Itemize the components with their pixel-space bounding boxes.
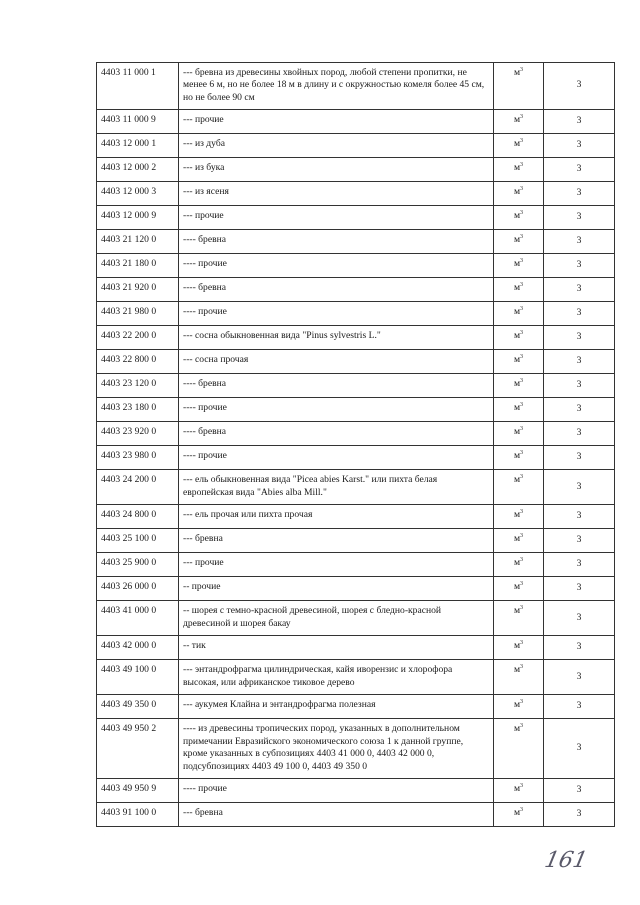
rate-cell: 3 — [544, 374, 615, 398]
unit-cell — [494, 553, 544, 577]
unit-cell — [494, 350, 544, 374]
unit-label: м — [513, 67, 521, 78]
table-row — [97, 719, 615, 779]
description-cell: -- прочие — [179, 577, 494, 601]
unit-superscript: 3 — [520, 723, 524, 730]
unit-cell — [494, 719, 544, 779]
tnved-code-cell: 4403 21 920 0 — [97, 278, 179, 302]
unit-cell — [494, 446, 544, 470]
unit-label: м — [513, 783, 521, 795]
rate-cell: 3 — [544, 302, 615, 326]
tnved-code-cell: 4403 11 000 9 — [97, 110, 179, 134]
unit-superscript: 3 — [520, 426, 524, 433]
unit-label: м — [513, 402, 521, 414]
rate-cell: 3 — [544, 695, 615, 719]
description-cell: --- прочие — [179, 110, 494, 134]
rate-cell: 3 — [544, 182, 615, 206]
unit-label: м — [513, 162, 521, 174]
rate-cell: 3 — [544, 719, 615, 779]
description-cell: ---- бревна — [179, 374, 494, 398]
description-cell: --- из бука — [179, 158, 494, 182]
rate-cell: 3 — [544, 553, 615, 577]
description-cell: --- ель прочая или пихта прочая — [179, 505, 494, 529]
unit-superscript: 3 — [520, 210, 524, 217]
unit-cell — [494, 577, 544, 601]
unit-label: м — [513, 210, 521, 222]
unit-superscript: 3 — [520, 557, 524, 564]
unit-label: м — [513, 282, 521, 294]
unit-label: м — [513, 114, 521, 126]
table-row — [97, 206, 615, 230]
unit-cell — [494, 601, 544, 636]
unit-cell — [494, 636, 544, 660]
unit-cell — [494, 326, 544, 350]
unit-label: м — [513, 640, 521, 652]
table-row — [97, 779, 615, 803]
description-cell: ---- бревна — [179, 230, 494, 254]
description-cell: --- бревна из древесины хвойных пород, любой степени пропитки, не менее 6 м, но не более 18 м в длину и с окружностью комеля более 45 см, но не более 90 см — [179, 63, 494, 110]
description-cell: --- сосна обыкновенная вида "Pinus sylvestris L." — [179, 326, 494, 350]
rate-cell: 3 — [544, 230, 615, 254]
unit-cell — [494, 302, 544, 326]
tnved-code-cell: 4403 22 200 0 — [97, 326, 179, 350]
unit-label: м — [513, 378, 521, 390]
tnved-code-cell: 4403 42 000 0 — [97, 636, 179, 660]
unit-cell — [494, 398, 544, 422]
unit-superscript: 3 — [520, 234, 524, 241]
tnved-code-cell: 4403 12 000 1 — [97, 134, 179, 158]
unit-label: м — [513, 605, 521, 617]
rate-cell: 3 — [544, 110, 615, 134]
table-row — [97, 505, 615, 529]
table-row — [97, 636, 615, 660]
rate-cell: 3 — [544, 254, 615, 278]
unit-cell — [494, 529, 544, 553]
unit-cell — [494, 110, 544, 134]
description-cell: --- из ясеня — [179, 182, 494, 206]
description-cell: ---- бревна — [179, 278, 494, 302]
unit-label: м — [513, 258, 521, 270]
table-row — [97, 326, 615, 350]
unit-cell — [494, 779, 544, 803]
unit-cell — [494, 660, 544, 695]
unit-label: м — [513, 306, 521, 318]
unit-cell — [494, 158, 544, 182]
rate-cell: 3 — [544, 529, 615, 553]
tnved-code-cell: 4403 26 000 0 — [97, 577, 179, 601]
rate-cell: 3 — [544, 63, 615, 110]
unit-superscript: 3 — [520, 450, 524, 457]
unit-label: м — [513, 699, 521, 711]
table-row — [97, 110, 615, 134]
tnved-code-cell: 4403 24 800 0 — [97, 505, 179, 529]
tnved-code-cell: 4403 12 000 3 — [97, 182, 179, 206]
rate-cell: 3 — [544, 803, 615, 827]
description-cell: --- энтандрофрагма цилиндрическая, кайя иворензис и хлорофора высокая, или африканское тиковое дерево — [179, 660, 494, 695]
unit-superscript: 3 — [520, 114, 524, 121]
tnved-code-cell: 4403 12 000 9 — [97, 206, 179, 230]
tnved-code-cell: 4403 23 920 0 — [97, 422, 179, 446]
description-cell: ---- прочие — [179, 398, 494, 422]
table-row — [97, 230, 615, 254]
description-cell: ---- прочие — [179, 302, 494, 326]
table-row — [97, 302, 615, 326]
description-cell: --- прочие — [179, 206, 494, 230]
tnved-code-cell: 4403 49 950 2 — [97, 719, 179, 779]
unit-cell — [494, 206, 544, 230]
tnved-code-cell: 4403 23 120 0 — [97, 374, 179, 398]
tnved-code-cell: 4403 21 120 0 — [97, 230, 179, 254]
description-cell: ---- прочие — [179, 446, 494, 470]
unit-cell — [494, 254, 544, 278]
tnved-code-cell: 4403 91 100 0 — [97, 803, 179, 827]
table-row — [97, 158, 615, 182]
rate-cell: 3 — [544, 326, 615, 350]
unit-label: м — [513, 474, 521, 486]
table-row — [97, 422, 615, 446]
rate-cell: 3 — [544, 206, 615, 230]
unit-label: м — [513, 234, 521, 246]
tariff-table-body — [97, 63, 615, 827]
tnved-code-cell: 4403 12 000 2 — [97, 158, 179, 182]
description-cell: --- ель обыкновенная вида "Picea abies Karst." или пихта белая европейская вида "Abies alba Mill." — [179, 470, 494, 505]
tnved-code-cell: 4403 25 900 0 — [97, 553, 179, 577]
table-row — [97, 601, 615, 636]
unit-superscript: 3 — [520, 806, 524, 813]
description-cell: ---- прочие — [179, 254, 494, 278]
unit-superscript: 3 — [520, 282, 524, 289]
description-cell: ---- прочие — [179, 779, 494, 803]
unit-superscript: 3 — [520, 782, 524, 789]
unit-superscript: 3 — [520, 605, 524, 612]
unit-label: м — [513, 138, 521, 150]
unit-superscript: 3 — [520, 664, 524, 671]
table-row — [97, 529, 615, 553]
table-row — [97, 182, 615, 206]
tnved-code-cell: 4403 11 000 1 — [97, 63, 179, 110]
rate-cell: 3 — [544, 577, 615, 601]
unit-cell — [494, 63, 544, 110]
unit-superscript: 3 — [520, 306, 524, 313]
tnved-code-cell: 4403 21 980 0 — [97, 302, 179, 326]
unit-superscript: 3 — [520, 162, 524, 169]
unit-cell — [494, 470, 544, 505]
unit-cell — [494, 374, 544, 398]
tnved-code-cell: 4403 23 980 0 — [97, 446, 179, 470]
unit-superscript: 3 — [520, 378, 524, 385]
unit-cell — [494, 230, 544, 254]
description-cell: ---- из древесины тропических пород, указанных в дополнительном примечании Евразийского экономического союза 1 к данной группе, кроме указанных в субпозициях 4403 41 000 0, 4403 42 000 0, подсубпозициях 4403 49 100 0, 4403 49 350 0 — [179, 719, 494, 779]
unit-label: м — [513, 807, 521, 819]
description-cell: --- сосна прочая — [179, 350, 494, 374]
unit-label: м — [513, 330, 521, 342]
rate-cell: 3 — [544, 158, 615, 182]
table-row — [97, 470, 615, 505]
handwritten-page-number: 161 — [542, 848, 590, 873]
unit-label: м — [513, 509, 521, 521]
unit-superscript: 3 — [520, 402, 524, 409]
rate-cell: 3 — [544, 470, 615, 505]
rate-cell: 3 — [544, 505, 615, 529]
unit-cell — [494, 505, 544, 529]
unit-cell — [494, 278, 544, 302]
unit-cell — [494, 182, 544, 206]
rate-cell: 3 — [544, 422, 615, 446]
table-row — [97, 398, 615, 422]
unit-label: м — [513, 533, 521, 545]
table-row — [97, 63, 615, 110]
unit-superscript: 3 — [520, 354, 524, 361]
description-cell: --- из дуба — [179, 134, 494, 158]
description-cell: --- бревна — [179, 529, 494, 553]
table-row — [97, 278, 615, 302]
description-cell: --- аукумея Клайна и энтандрофрагма полезная — [179, 695, 494, 719]
unit-superscript: 3 — [520, 258, 524, 265]
unit-label: м — [513, 186, 521, 198]
tnved-code-cell: 4403 24 200 0 — [97, 470, 179, 505]
table-row — [97, 695, 615, 719]
unit-label: м — [513, 723, 521, 735]
unit-cell — [494, 695, 544, 719]
rate-cell: 3 — [544, 601, 615, 636]
rate-cell: 3 — [544, 398, 615, 422]
unit-superscript: 3 — [520, 509, 524, 516]
unit-superscript: 3 — [520, 640, 524, 647]
table-row — [97, 374, 615, 398]
tnved-code-cell: 4403 41 000 0 — [97, 601, 179, 636]
tnved-code-cell: 4403 25 100 0 — [97, 529, 179, 553]
unit-superscript: 3 — [520, 330, 524, 337]
unit-cell — [494, 134, 544, 158]
tnved-code-cell: 4403 49 350 0 — [97, 695, 179, 719]
rate-cell: 3 — [544, 278, 615, 302]
table-row — [97, 134, 615, 158]
table-row — [97, 803, 615, 827]
rate-cell: 3 — [544, 660, 615, 695]
tnved-code-cell: 4403 21 180 0 — [97, 254, 179, 278]
unit-label: м — [513, 426, 521, 438]
unit-superscript: 3 — [520, 533, 524, 540]
unit-label: м — [513, 450, 521, 462]
table-row — [97, 577, 615, 601]
table-row — [97, 660, 615, 695]
unit-label: м — [513, 581, 521, 593]
unit-label: м — [513, 354, 521, 366]
description-cell: --- прочие — [179, 553, 494, 577]
rate-cell: 3 — [544, 446, 615, 470]
description-cell: -- шорея с темно-красной древесиной, шорея с бледно-красной древесиной и шорея бакау — [179, 601, 494, 636]
table-row — [97, 553, 615, 577]
unit-superscript: 3 — [520, 474, 524, 481]
tnved-code-cell: 4403 49 100 0 — [97, 660, 179, 695]
description-cell: ---- бревна — [179, 422, 494, 446]
unit-label: м — [513, 664, 521, 676]
rate-cell: 3 — [544, 350, 615, 374]
tnved-code-cell: 4403 49 950 9 — [97, 779, 179, 803]
table-row — [97, 350, 615, 374]
table-row — [97, 254, 615, 278]
unit-cell — [494, 803, 544, 827]
tnved-code-cell: 4403 22 800 0 — [97, 350, 179, 374]
description-cell: -- тик — [179, 636, 494, 660]
tnved-code-cell: 4403 23 180 0 — [97, 398, 179, 422]
unit-label: м — [513, 557, 521, 569]
table-row — [97, 446, 615, 470]
rate-cell: 3 — [544, 636, 615, 660]
unit-superscript: 3 — [520, 138, 524, 145]
rate-cell: 3 — [544, 779, 615, 803]
unit-cell — [494, 422, 544, 446]
unit-superscript: 3 — [520, 699, 524, 706]
rate-cell: 3 — [544, 134, 615, 158]
unit-superscript: 3 — [520, 581, 524, 588]
tariff-table — [96, 62, 615, 827]
unit-superscript: 3 — [520, 66, 524, 73]
unit-superscript: 3 — [520, 186, 524, 193]
description-cell: --- бревна — [179, 803, 494, 827]
